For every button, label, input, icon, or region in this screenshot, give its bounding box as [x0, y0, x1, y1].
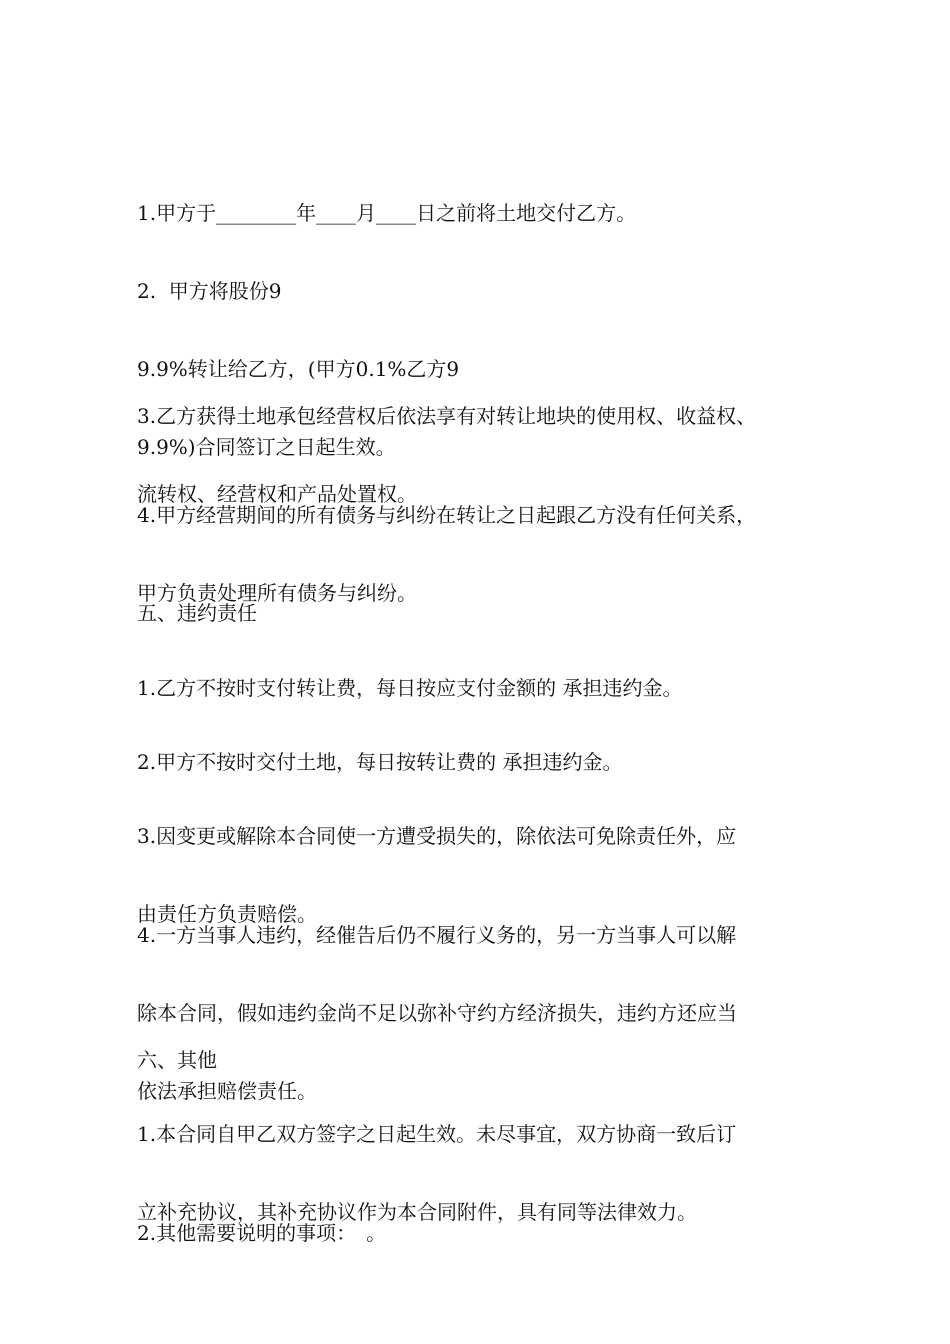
text-line: 2. 甲方将股份9 [137, 279, 282, 303]
text-line: 9.9%转让给乙方，(甲方0.1%乙方9 [137, 357, 460, 381]
text-line: 立补充协议，其补充协议作为本合同附件，具有同等法律效力。 [137, 1200, 697, 1224]
text-line: 4.一方当事人违约，经催告后仍不履行义务的，另一方当事人可以解 [137, 923, 737, 947]
text-line: 1.乙方不按时支付转让费，每日按应支付金额的 承担违约金。 [137, 676, 683, 700]
text-line: 4.甲方经营期间的所有债务与纠纷在转让之日起跟乙方没有任何关系， [137, 503, 757, 527]
section-title: 六、其他 [137, 1048, 217, 1072]
text-line: 除本合同，假如违约金尚不足以弥补守约方经济损失，违约方还应当 [137, 1001, 737, 1025]
clause-other-matters [137, 1168, 837, 1298]
text-line: 1.甲方于________年____月____日之前将土地交付乙方。 [137, 201, 637, 225]
text-line: 1.本合同自甲乙双方签字之日起生效。未尽事宜，双方协商一致后订 [137, 1122, 737, 1146]
text-line: 甲方负责处理所有债务与纠纷。 [137, 581, 417, 605]
text-line: 2.甲方不按时交付土地，每日按转让费的 承担违约金。 [137, 750, 623, 774]
text-line: 流转权、经营权和产品处置权。 [137, 482, 417, 506]
text-line: 依法承担赔偿责任。 [137, 1079, 317, 1103]
text-line: 由责任方负责赔偿。 [137, 902, 317, 926]
text-line: 3.乙方获得土地承包经营权后依法享有对转让地块的使用权、收益权、 [137, 404, 757, 428]
text-line: 3.因变更或解除本合同使一方遭受损失的，除依法可免除责任外，应 [137, 824, 737, 848]
text-line: 9.9%)合同签订之日起生效。 [137, 435, 396, 459]
text-line: 2.其他需要说明的事项： 。 [137, 1221, 387, 1245]
section-title: 五、违约责任 [137, 601, 257, 625]
